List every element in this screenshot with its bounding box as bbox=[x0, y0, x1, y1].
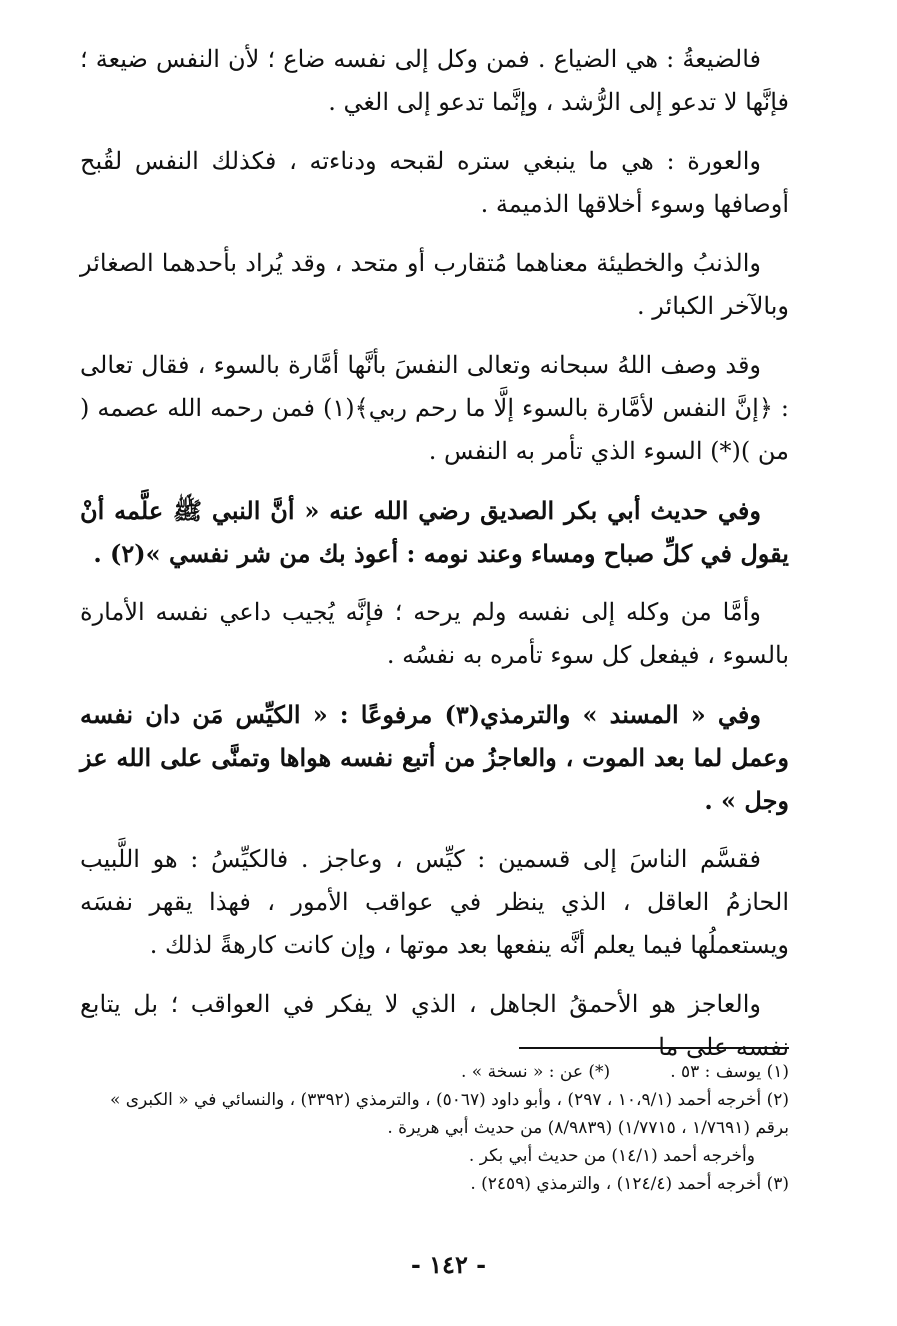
paragraph-1: فالضيعةُ : هي الضياع . فمن وكل إلى نفسه ضاع ؛ لأن النفس ضيعة ؛ فإنَّها لا تدعو إلى الرُّشد ، وإنَّما تدعو إلى الغي . bbox=[80, 45, 789, 116]
paragraph-7: وفي « المسند » والترمذي(٣) مرفوعًا : « الكيِّس مَن دان نفسه وعمل لما بعد الموت ، والعاجزُ من أتبع نفسه هواها وتمنَّى على الله عز وجل » . bbox=[80, 700, 789, 815]
footnote-2-continuation: وأخرجه أحمد (١٤/١) من حديث أبي بكر . bbox=[468, 1146, 755, 1166]
paragraph-4: وقد وصف اللهُ سبحانه وتعالى النفسَ بأنَّها أمَّارة بالسوء ، فقال تعالى : ﴿إنَّ النفس لأمَّارة بالسوء إلَّا ما رحم ربي﴾(١) فمن رحمه الله عصمه ( من )(*) السوء الذي تأمر به النفس . bbox=[80, 351, 789, 465]
page-number: - ١٤٢ - bbox=[410, 1250, 487, 1279]
footnote-2: (٢) أخرجه أحمد (١٠،٩/١ ، ٢٩٧) ، وأبو داود (٥٠٦٧) ، والترمذي (٣٣٩٢) ، والنسائي في « الكبرى » برقم (١/٧٦٩١ ، ١/٧٧١٥) (٨/٩٨٣٩) من حديث أبي هريرة . bbox=[109, 1090, 789, 1138]
main-text bbox=[80, 38, 789, 1085]
footnote-3: (٣) أخرجه أحمد (١٢٤/٤) ، والترمذي (٢٤٥٩) . bbox=[470, 1174, 789, 1194]
footnote-1: (١) يوسف : ٥٣ . bbox=[670, 1062, 789, 1082]
footnotes bbox=[80, 1058, 789, 1198]
paragraph-8: فقسَّم الناسَ إلى قسمين : كيِّس ، وعاجز . فالكيِّسُ : هو اللَّبيب الحازمُ العاقل ، الذي ينظر في عواقب الأمور ، فهذا يقهر نفسَه ويستعملُها فيما يعلم أنَّه ينفعها بعد موتها ، وإن كانت كارهةً لذلك . bbox=[80, 845, 789, 959]
paragraph-2: والعورة : هي ما ينبغي ستره لقبحه ودناءته ، فكذلك النفس لقُبح أوصافها وسوء أخلاقها الذميمة . bbox=[80, 147, 789, 218]
footnote-star: (*) عن : « نسخة » . bbox=[461, 1062, 611, 1082]
footnote-row-1 bbox=[80, 1058, 789, 1086]
paragraph-3: والذنبُ والخطيئة معناهما مُتقارب أو متحد ، وقد يُراد بأحدهما الصغائر وبالآخر الكبائر . bbox=[80, 249, 789, 320]
footnote-divider bbox=[519, 1047, 789, 1049]
paragraph-6: وأمَّا من وكله إلى نفسه ولم يرحه ؛ فإنَّه يُجيب داعي نفسه الأمارة بالسوء ، فيفعل كل سوء تأمره به نفسُه . bbox=[80, 598, 789, 669]
paragraph-5: وفي حديث أبي بكر الصديق رضي الله عنه « أنَّ النبي ﷺ علَّمه أنْ يقول في كلِّ صباح ومساء وعند نومه : أعوذ بك من شر نفسي »(٢) . bbox=[80, 496, 789, 568]
paragraph-9: والعاجز هو الأحمقُ الجاهل ، الذي لا يفكر في العواقب ؛ بل يتابع نفسه على ما bbox=[80, 990, 789, 1061]
